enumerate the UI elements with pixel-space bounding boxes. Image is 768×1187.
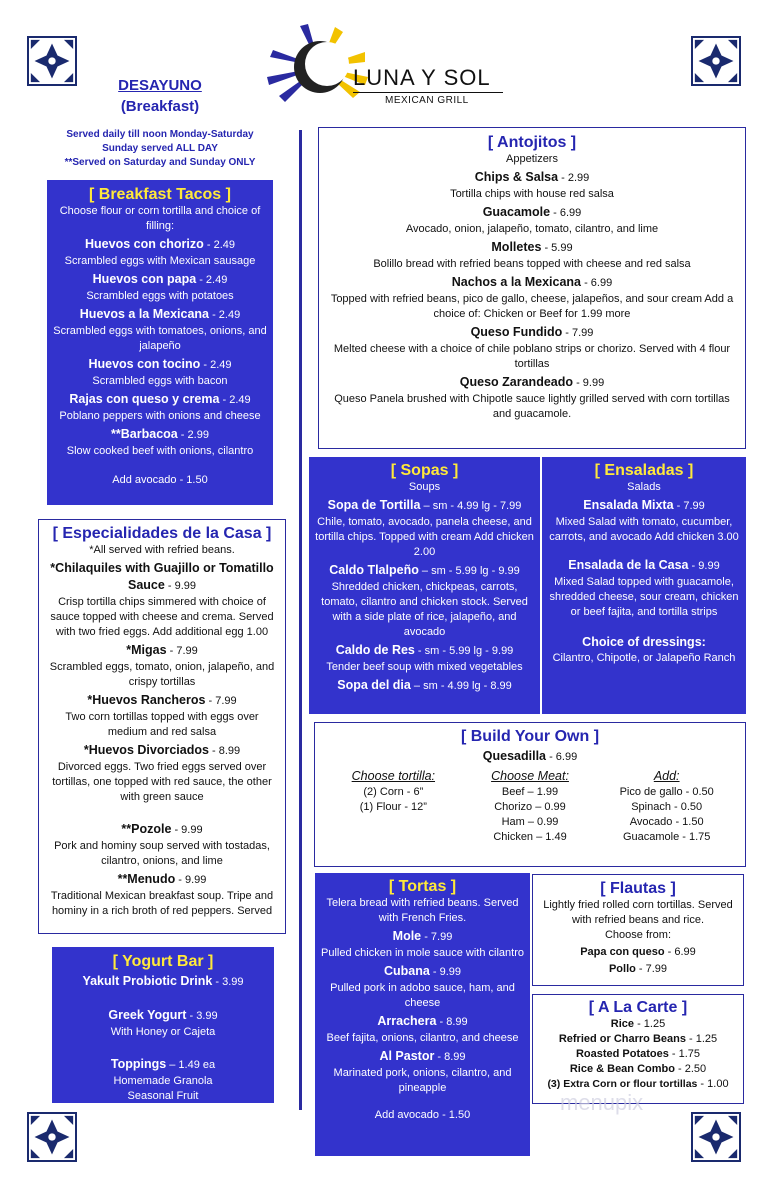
tortilla-column: Choose tortilla: (2) Corn - 6” (1) Flour - 12” [351,769,436,813]
item-desc: Pork and hominy soup served with tostadas, cilantro, onions, and lime [54,840,270,867]
section-intro: Telera bread with refried beans. Served with French Fries. [326,897,519,924]
a-la-carte-panel [532,994,744,1104]
section-title: [ Sopas ] [390,462,459,479]
menu-item: Ensalada de la Casa - 9.99 [568,558,720,572]
corner-tile-bottom-right [691,1112,741,1162]
menu-item: Huevos con papa - 2.49 [92,272,228,286]
item-desc: Melted cheese with a choice of chile poblano strips or chorizo. Served with 4 flour tortillas [333,343,731,370]
section-title: [ Especialidades de la Casa ] [52,525,272,542]
desayuno-title: DESAYUNO [118,77,202,94]
desayuno-note: **Served on Saturday and Sunday ONLY [64,157,256,168]
yogurt-bar-panel [52,947,274,1103]
menu-item: Refried or Charro Beans - 1.25 [558,1033,718,1045]
watermark: menupix [560,1090,644,1115]
section-title: [ Breakfast Tacos ] [89,186,231,203]
menu-item: Huevos con chorizo - 2.49 [85,237,235,251]
build-your-own-panel [314,722,746,867]
menu-item: Yakult Probiotic Drink - 3.99 [82,974,244,988]
dressings-list: Cilantro, Chipotle, or Jalapeño Ranch [552,652,736,664]
item-desc: Mixed Salad topped with guacamole, shredded cheese, sour cream, chicken or beef fajita, and tortilla strips [549,576,739,618]
corner-tile-bottom-left [27,1112,77,1162]
menu-item: **Menudo - 9.99 [117,872,207,886]
item-desc: Crisp tortilla chips simmered with choice of sauce topped with cheese and crema. Served with two fried eggs. Add additional egg 1.00 [50,596,274,638]
item-desc: Pulled chicken in mole sauce with cilantro [321,947,524,959]
menu-item: Caldo Tlalpeño – sm - 5.99 lg - 9.99 [329,563,520,577]
section-title: [ Flautas ] [600,880,676,897]
item-desc: Divorced eggs. Two fried eggs served over tortillas, one topped with red sauce, the other with green sauce [52,761,272,803]
menu-item: Nachos a la Mexicana - 6.99 [451,275,613,289]
menu-item: Rajas con queso y crema - 2.49 [69,392,251,406]
menu-item: Rice - 1.25 [610,1018,666,1030]
menu-item: Quesadilla - 6.99 [482,749,578,763]
item-desc: Two corn tortillas topped with eggs over medium and red salsa [65,711,259,738]
section-title: [ Antojitos ] [487,134,577,151]
menu-item: **Pozole - 9.99 [121,822,203,836]
menu-item: Papa con queso - 6.99 [580,946,696,958]
menu-item: Mole - 7.99 [392,929,453,943]
sopas-panel [309,457,540,714]
section-title: [ Yogurt Bar ] [112,953,214,970]
item-desc: Queso Panela brushed with Chipotle sauce lightly grilled served with corn tortillas and guacamole. [334,393,730,420]
options-table [325,768,735,845]
item-desc: Avocado, onion, jalapeño, tomato, cilantro, and lime [405,223,659,235]
item-desc: Scrambled eggs, tomato, onion, jalapeño, and crispy tortillas [49,661,275,688]
brand-subtitle: MEXICAN GRILL [385,95,469,106]
menu-item: Queso Fundido - 7.99 [470,325,594,339]
logo [265,22,515,112]
section-footer: Add avocado - 1.50 [112,474,208,486]
menu-item: Caldo de Res - sm - 5.99 lg - 9.99 [335,643,514,657]
menu-item: Cubana - 9.99 [383,964,462,978]
menu-item: Ensalada Mixta - 7.99 [583,498,705,512]
menu-item: Sopa de Tortilla – sm - 4.99 lg - 7.99 [327,498,522,512]
item-desc: Bolillo bread with refried beans topped with cheese and red salsa [373,258,691,270]
item-desc: Tortilla chips with house red salsa [450,188,614,200]
menu-item: Greek Yogurt - 3.99 [108,1008,218,1022]
item-desc: Pulled pork in adobo sauce, ham, and cheese [330,982,515,1009]
item-desc: Shredded chicken, chickpeas, carrots, tomato, cilantro and chicken stock. Served with a side plate of rice, jalapeño, and avocado [321,581,528,638]
desayuno-header [40,76,280,170]
section-intro: *All served with refried beans. [89,544,235,556]
choose-label: Choose from: [604,929,672,941]
item-desc: Topped with refried beans, pico de gallo, cheese, jalapeños, and sour cream Add a choice of: Chicken or Beef for 1.99 more [330,293,734,320]
section-subtitle: Appetizers [506,153,558,165]
item-desc: Scrambled eggs with bacon [92,375,228,387]
menu-item: Rice & Bean Combo - 2.50 [569,1063,707,1075]
ensaladas-panel [542,457,746,714]
column-divider [299,130,302,1110]
item-desc: Homemade Granola [113,1075,213,1087]
menu-item: Chips & Salsa - 2.99 [474,170,590,184]
menu-item: *Huevos Rancheros - 7.99 [87,693,237,707]
tortas-panel [315,873,530,1156]
menu-item: Queso Zarandeado - 9.99 [459,375,605,389]
menu-item: Arrachera - 8.99 [377,1014,468,1028]
item-desc: Scrambled eggs with tomatoes, onions, and jalapeño [53,325,267,352]
meat-column: Choose Meat: Beef – 1.99 Chorizo – 0.99 Ham – 0.99 Chicken – 1.49 [491,769,569,843]
desayuno-subtitle: (Breakfast) [120,98,200,115]
brand-underline [353,92,503,93]
item-desc: Slow cooked beef with onions, cilantro [66,445,254,457]
flautas-panel [532,874,744,986]
menu-item: *Chilaquiles with Guajillo or Tomatillo Sauce - 9.99 [50,561,274,592]
menu-item: Huevos con tocino - 2.49 [88,357,232,371]
section-footer: Add avocado - 1.50 [374,1109,471,1121]
menu-item: Sopa del dia – sm - 4.99 lg - 8.99 [337,678,512,692]
section-title: [ Ensaladas ] [594,462,694,479]
section-intro: Lightly fried rolled corn tortillas. Served with refried beans and rice. [543,899,733,926]
menu-item: *Migas - 7.99 [126,643,198,657]
item-desc: Tender beef soup with mixed vegetables [326,661,523,673]
brand-name: LUNA Y SOL [353,65,491,90]
dressings-title: Choice of dressings: [582,635,706,649]
add-column: Add: Pico de gallo - 0.50 Spinach - 0.50 Avocado - 1.50 Guacamole - 1.75 [619,769,714,843]
antojitos-panel [318,127,746,449]
desayuno-note: Served daily till noon Monday-Saturday [66,129,254,140]
menu-item: Huevos a la Mexicana - 2.49 [79,307,241,321]
section-title: [ A La Carte ] [588,999,688,1016]
section-intro: Choose flour or corn tortilla and choice of filling: [59,205,261,232]
menu-item: Pollo - 7.99 [608,963,668,975]
menu-item: **Barbacoa - 2.99 [111,427,209,441]
menu-item: *Huevos Divorciados - 8.99 [83,743,241,757]
item-desc: Beef fajita, onions, cilantro, and cheese [326,1032,519,1044]
item-desc: Chile, tomato, avocado, panela cheese, and tortilla chips. Topped with cream Add chicken 2.00 [315,516,534,558]
item-desc: With Honey or Cajeta [110,1026,216,1038]
section-title: [ Tortas ] [388,878,457,895]
item-desc: Scrambled eggs with potatoes [86,290,234,302]
menu-item: Molletes - 5.99 [491,240,573,254]
especialidades-panel [38,519,286,934]
corner-tile-top-right [691,36,741,86]
menu-item: Toppings – 1.49 ea [110,1057,216,1071]
menu-item: (3) Extra Corn or flour tortillas - 1.00 [547,1078,729,1090]
menu-item: Roasted Potatoes - 1.75 [575,1048,701,1060]
section-title: [ Build Your Own ] [460,728,600,745]
menu-item: Al Pastor - 8.99 [379,1049,466,1063]
desayuno-note: Sunday served ALL DAY [102,143,218,154]
item-desc: Marinated pork, onions, cilantro, and pineapple [333,1067,512,1094]
item-desc: Seasonal Fruit [127,1090,199,1102]
menu-item: Guacamole - 6.99 [482,205,582,219]
item-desc: Traditional Mexican breakfast soup. Tripe and hominy in a rich broth of red peppers. Served [50,890,274,917]
item-desc: Poblano peppers with onions and cheese [59,410,261,422]
breakfast-tacos-panel [47,180,273,505]
item-desc: Scrambled eggs with Mexican sausage [64,255,256,267]
section-subtitle: Salads [627,481,661,493]
item-desc: Mixed Salad with tomato, cucumber, carrots, and avocado Add chicken 3.00 [549,516,739,543]
section-subtitle: Soups [408,481,441,493]
